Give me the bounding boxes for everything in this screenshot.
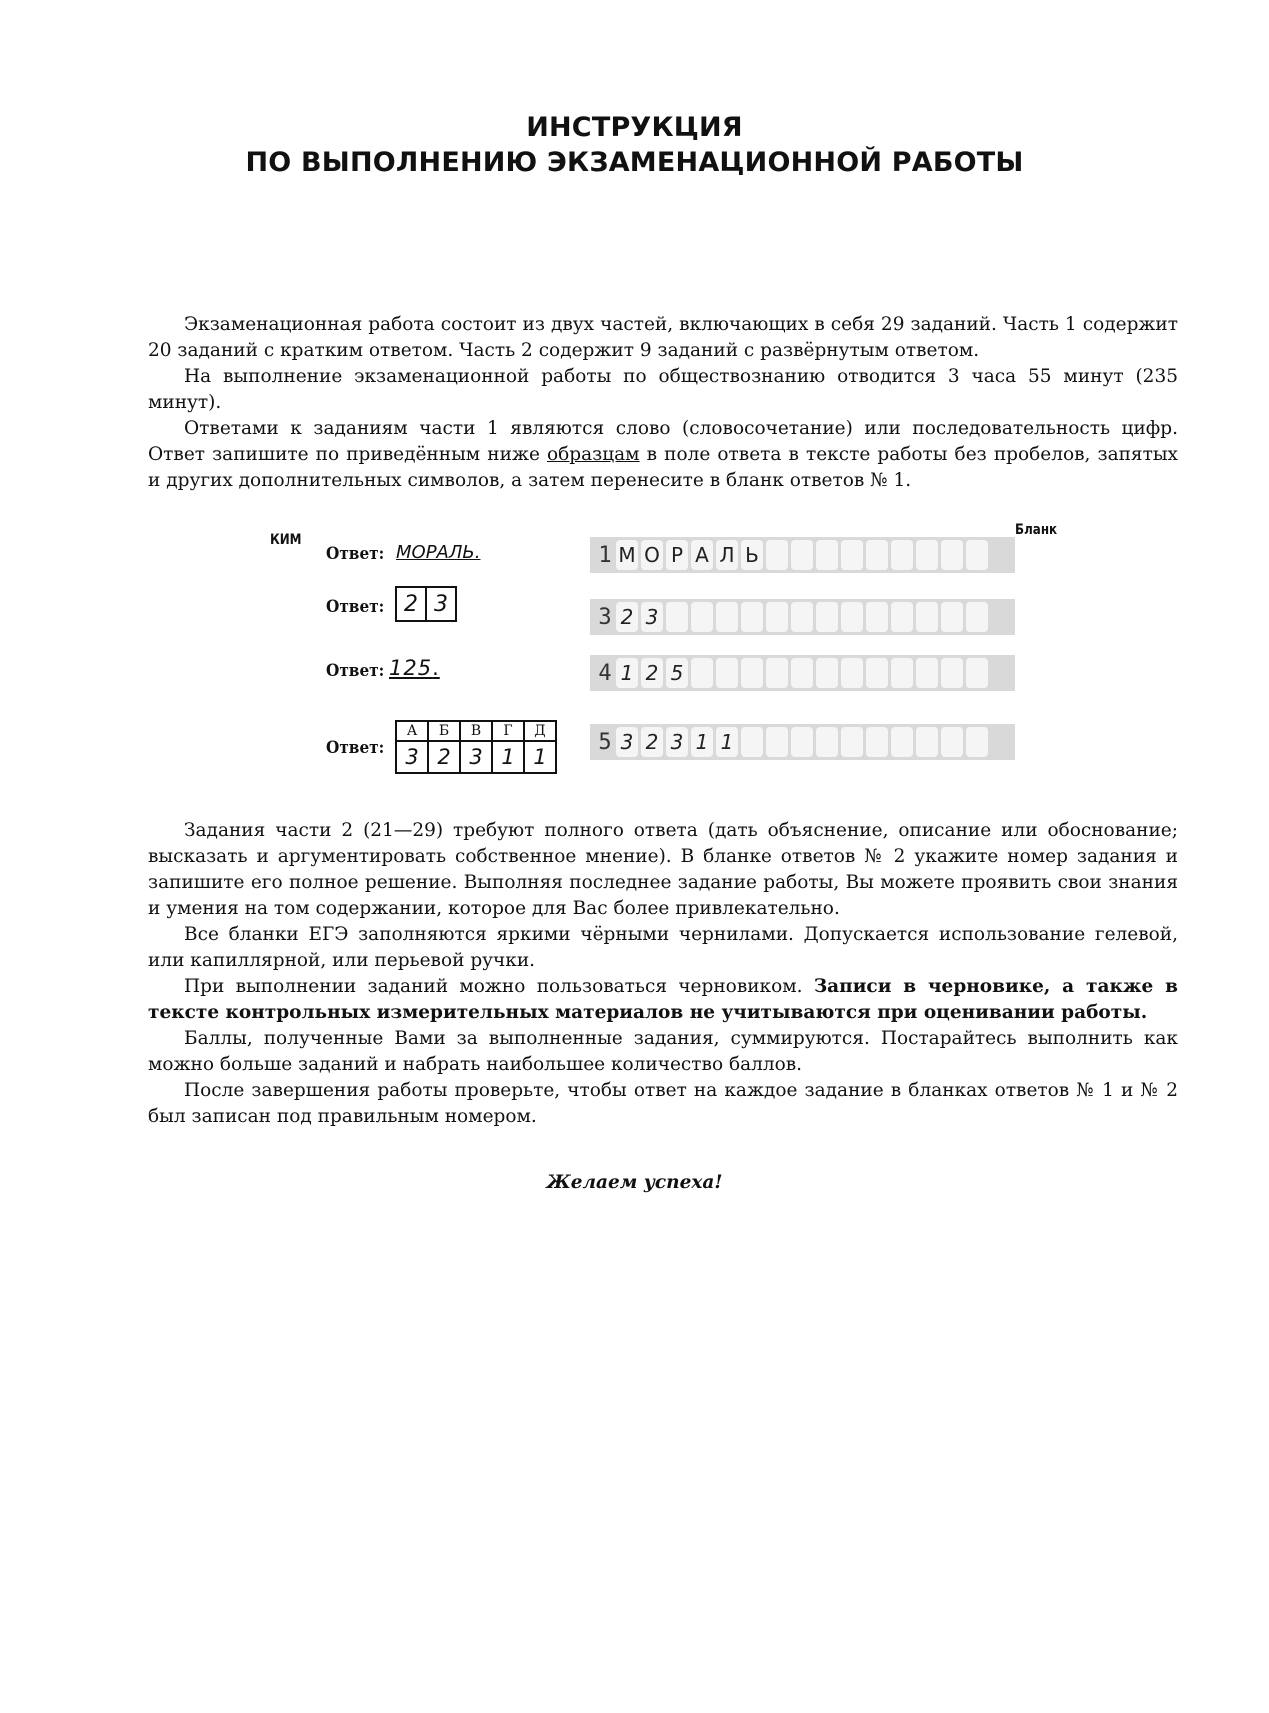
table-value: 3 xyxy=(460,741,492,773)
blank-cell xyxy=(941,540,963,570)
blank-cell xyxy=(866,658,888,688)
blank-row-number: 4 xyxy=(598,660,612,686)
blank-cell xyxy=(841,727,863,757)
blank-row-number: 5 xyxy=(598,729,612,755)
blank-cell xyxy=(716,602,738,632)
blank-cell: 3 xyxy=(616,727,638,757)
intro-p3-text-start: Ответами к заданиям части 1 являются слово (словосочетание) или последовательность цифр. Ответ запишите по приведённым ниже xyxy=(148,418,1178,465)
blank-cell xyxy=(791,727,813,757)
table-header: Д xyxy=(524,721,556,741)
blank-cell xyxy=(916,540,938,570)
intro-p3-underlined: образцам xyxy=(547,444,640,465)
intro-paragraph-1: Экзаменационная работа состоит из двух частей, включающих в себя 29 заданий. Часть 1 содержит 20 заданий с кратким ответом. Часть 2 содержит 9 заданий с развёрнутым ответом. xyxy=(148,314,1178,361)
blank-cell xyxy=(741,658,763,688)
answer-label-1: Ответ: xyxy=(326,544,385,564)
answer-boxes xyxy=(395,586,455,622)
blank-row xyxy=(590,599,1015,635)
blank-cell: 2 xyxy=(641,727,663,757)
blank-cell: 3 xyxy=(666,727,688,757)
answer-label-3: Ответ: xyxy=(326,661,385,681)
blank-cell: М xyxy=(616,540,638,570)
table-value: 2 xyxy=(428,741,460,773)
blank-cell xyxy=(766,727,788,757)
part2-paragraph-4: Баллы, полученные Вами за выполненные задания, суммируются. Постарайтесь выполнить как можно больше заданий и набрать наибольшее количество баллов. xyxy=(148,1028,1178,1075)
answer-box: 2 xyxy=(395,586,427,622)
blank-cell xyxy=(866,540,888,570)
blank-cell xyxy=(891,727,913,757)
blank-cell xyxy=(741,727,763,757)
blank-cell: 3 xyxy=(641,602,663,632)
blank-cell xyxy=(891,658,913,688)
title-line-1: ИНСТРУКЦИЯ xyxy=(526,112,743,143)
blank-cell xyxy=(766,602,788,632)
blank-cell xyxy=(816,540,838,570)
part2-paragraph-5: После завершения работы проверьте, чтобы ответ на каждое задание в бланках ответов № 1 и № 2 был записан под правильным номером. xyxy=(148,1080,1178,1127)
blank-cell xyxy=(891,602,913,632)
blank-cell xyxy=(966,540,988,570)
intro-p3-text-end: в поле ответа в тексте работы без пробелов, запятых и других дополнительных символов, а затем перенесите в бланк ответов № 1. xyxy=(148,444,1178,491)
blank-cell xyxy=(916,602,938,632)
closing-wish: Желаем успеха! xyxy=(546,1172,723,1193)
blank-cell xyxy=(841,540,863,570)
blank-cell xyxy=(691,658,713,688)
blank-cell xyxy=(916,658,938,688)
blank-cell xyxy=(716,658,738,688)
answer-table xyxy=(395,720,557,774)
table-header: Г xyxy=(492,721,524,741)
part2-paragraph-1: Задания части 2 (21—29) требуют полного ответа (дать объяснение, описание или обоснование; высказать и аргументировать собственное мнение). В бланке ответов № 2 укажите номер задания и запишите его полное решение. Выполняя последнее задание работы, Вы можете проявить свои знания и умения на том содержании, которое для Вас более привлекательно. xyxy=(148,820,1178,919)
blank-cell xyxy=(966,602,988,632)
part2-paragraph-2: Все бланки ЕГЭ заполняются яркими чёрными чернилами. Допускается использование гелевой, или капиллярной, или перьевой ручки. xyxy=(148,924,1178,971)
blank-cell xyxy=(841,602,863,632)
word-answer: МОРАЛЬ. xyxy=(396,542,481,563)
intro-paragraph-3 xyxy=(148,416,1178,494)
blank-cell xyxy=(866,602,888,632)
blank-cell xyxy=(791,658,813,688)
table-value: 3 xyxy=(396,741,428,773)
answer-label-4: Ответ: xyxy=(326,738,385,758)
blank-cell xyxy=(816,602,838,632)
blank-cell xyxy=(816,727,838,757)
blank-cell: 1 xyxy=(691,727,713,757)
blank-row xyxy=(590,724,1015,760)
table-value: 1 xyxy=(492,741,524,773)
blank-cell: 2 xyxy=(616,602,638,632)
blank-cell xyxy=(866,727,888,757)
blank-cell: 2 xyxy=(641,658,663,688)
blank-cell: 5 xyxy=(666,658,688,688)
blank-cell xyxy=(916,727,938,757)
number-answer-dot: . xyxy=(432,656,440,680)
blank-cell xyxy=(966,658,988,688)
kim-label: КИМ xyxy=(270,532,302,548)
answer-label-2: Ответ: xyxy=(326,597,385,617)
blank-row xyxy=(590,537,1015,573)
part2-p3-bold: Записи в черновике, а также в тексте контрольных измерительных материалов не учитываются при оценивании работы. xyxy=(148,976,1178,1023)
blank-cell: 1 xyxy=(616,658,638,688)
blank-cell xyxy=(691,602,713,632)
blank-cell: 1 xyxy=(716,727,738,757)
part2-p3-normal: При выполнении заданий можно пользоваться черновиком. xyxy=(184,976,814,997)
page-title xyxy=(0,110,1269,180)
blank-cell xyxy=(766,658,788,688)
blank-row xyxy=(590,655,1015,691)
blank-cell xyxy=(966,727,988,757)
number-answer xyxy=(389,656,440,680)
title-line-2: ПО ВЫПОЛНЕНИЮ ЭКЗАМЕНАЦИОННОЙ РАБОТЫ xyxy=(245,147,1024,178)
blank-cell xyxy=(666,602,688,632)
blank-cell xyxy=(841,658,863,688)
number-answer-value: 125 xyxy=(389,656,433,680)
blank-cell xyxy=(941,658,963,688)
blank-cell: Л xyxy=(716,540,738,570)
blank-cell: Р xyxy=(666,540,688,570)
answer-box: 3 xyxy=(425,586,457,622)
blank-cell xyxy=(741,602,763,632)
blank-cell xyxy=(816,658,838,688)
blank-cell xyxy=(791,540,813,570)
blank-cell: О xyxy=(641,540,663,570)
intro-paragraph-2: На выполнение экзаменационной работы по обществознанию отводится 3 часа 55 минут (235 минут). xyxy=(148,366,1178,413)
blank-cell: А xyxy=(691,540,713,570)
blank-row-number: 1 xyxy=(598,542,612,568)
blank-cell xyxy=(891,540,913,570)
table-header: Б xyxy=(428,721,460,741)
table-header: В xyxy=(460,721,492,741)
blank-cell xyxy=(941,727,963,757)
blank-row-number: 3 xyxy=(598,604,612,630)
table-header: А xyxy=(396,721,428,741)
blank-cell xyxy=(941,602,963,632)
blank-label: Бланк xyxy=(1015,522,1058,538)
blank-cell xyxy=(791,602,813,632)
part2-paragraph-3 xyxy=(148,974,1178,1026)
table-value: 1 xyxy=(524,741,556,773)
blank-cell xyxy=(766,540,788,570)
blank-cell: Ь xyxy=(741,540,763,570)
